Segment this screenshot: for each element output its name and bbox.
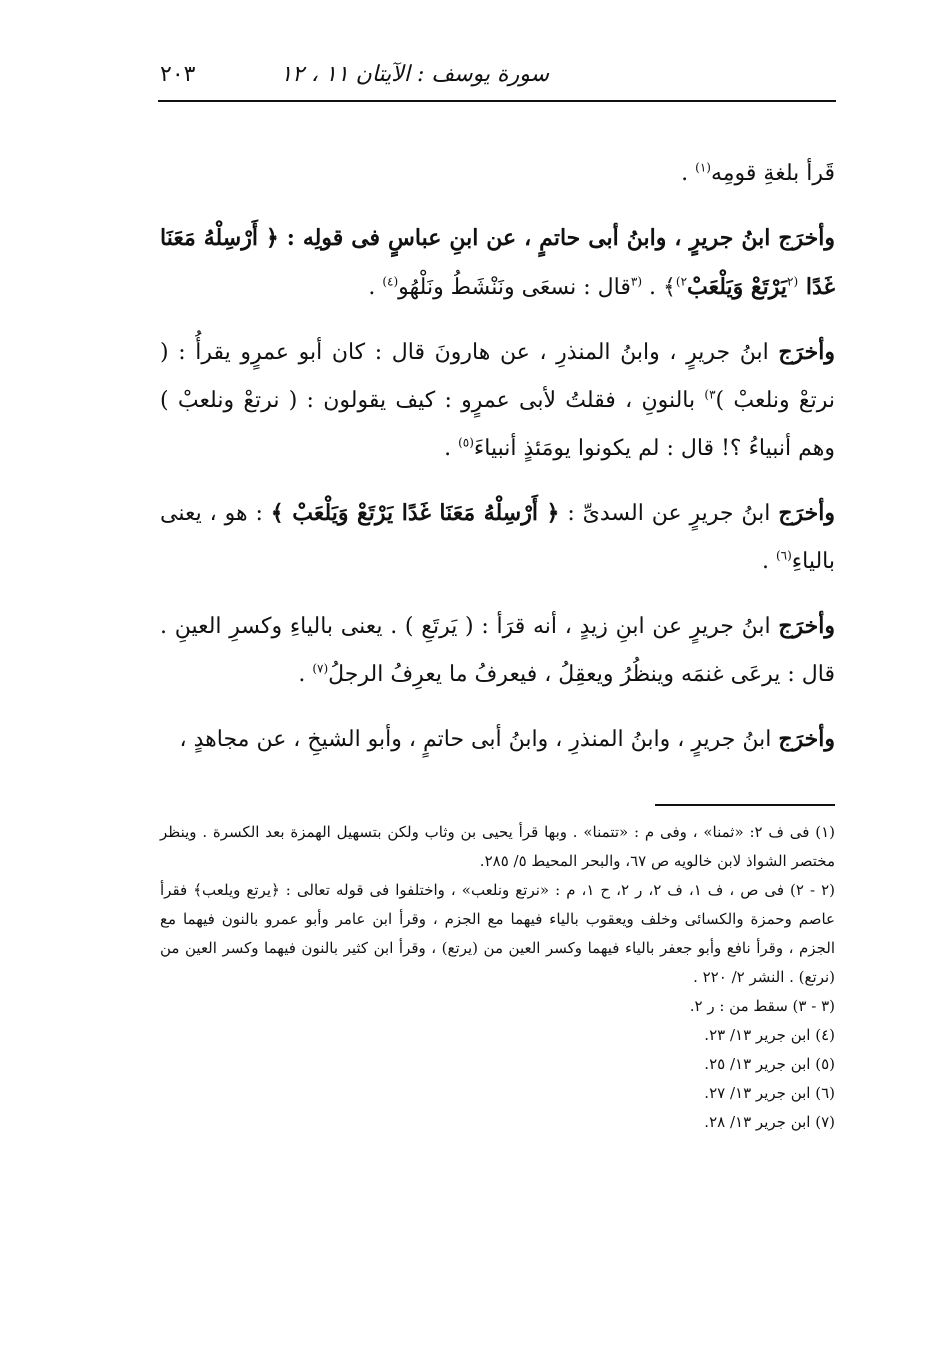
para-end: .	[368, 275, 383, 300]
footnote-ref: ٢)	[675, 274, 688, 289]
paragraph-1	[160, 150, 835, 198]
paragraph-2	[160, 214, 835, 312]
para-text: ابنُ جريرٍ ، وابنُ أبى حاتمٍ ، عن ابنِ عباسٍ فى قولِه : ﴿ أَرْسِلْهُ مَعَنَا غَدًا	[160, 225, 835, 300]
para-text: ابنُ جريرٍ عن ابنِ زيدٍ ، أنه قرَأ : ( يَرتَعِ ) . يعنى بالياءِ وكسرِ العينِ . قال : يرعَى غنمَه وينظُرُ ويعقِلُ ، فيعرفُ ما يعرِفُ الرجلُ	[160, 614, 835, 687]
footnote-4: (٤) ابن جرير ١٣/ ٢٣.	[704, 1026, 835, 1044]
footnote-ref: (٥)	[458, 435, 474, 450]
footnote-ref: (١)	[695, 160, 711, 175]
footnote-ref: (٧)	[312, 661, 329, 676]
footnote-ref: ٣)	[704, 387, 716, 402]
para-text: ابنُ جريرٍ ، وابنُ المنذرِ ، وابنُ أبى حاتمٍ ، وأبو الشيخِ ، عن مجاهدٍ ،	[179, 727, 779, 752]
main-text	[160, 150, 835, 780]
paragraph-lead: وأخرَج	[778, 339, 835, 365]
para-text: ابنُ جريرٍ عن السدىِّ :	[559, 501, 779, 526]
footnote-3: (٣ - ٣) سقط من : ر ٢.	[689, 997, 835, 1015]
paragraph-lead: وأخرَج	[778, 726, 835, 752]
footnote-2: (٢ - ٢) فى ص ، ف ١، ف ٢، ر ٢، ح ١، م : «نرتع ونلعب» ، واختلفوا فى قوله تعالى : ﴿يرتع ويلعب﴾ فقرأ عاصم وحمزة والكسائى وخلف ويعقوب بالياء فيهما مع الجزم ، وقرأ ابن عامر وأبو عمرو بالنون فيهما مع الجزم ، وقرأ نافع وأبو جعفر بالياء فيهما وكسر العين من (يرتع) ، وقرأ ابن كثير بالنون فيهما وكسر العين من (نرتع) . النشر ٢/ ٢٢٠ .	[160, 881, 836, 986]
page-number: ٢٠٣	[160, 62, 196, 87]
para-end: .	[761, 549, 776, 574]
para-after: ﴾ .	[642, 275, 676, 300]
paragraph-lead: وأخرَج	[778, 613, 836, 639]
header-rule	[158, 100, 836, 102]
footnote-ref: (٣	[630, 274, 643, 289]
footnote-ref: (٦)	[775, 548, 792, 563]
page-header	[160, 56, 779, 92]
footnote-rule	[655, 804, 835, 806]
quran-quote: يَرْتَعْ وَيَلْعَبْ	[687, 274, 788, 300]
footnote-5: (٥) ابن جرير ١٣/ ٢٥.	[704, 1055, 835, 1073]
para-end: .	[444, 436, 459, 461]
paragraph-lead: وأخرَج	[778, 225, 835, 251]
para-end: .	[298, 662, 313, 687]
para-text: ابنُ جريرٍ ، وابنُ المنذرِ ، عن هارونَ قال : كان أبو عمرٍو يقرأُ : ( نرتعْ ونلعبْ )	[160, 340, 835, 413]
footnote-7: (٧) ابن جرير ١٣/ ٢٨.	[704, 1113, 835, 1131]
para-tail: بالنونِ ، فقلتُ لأبى عمرٍو : كيف يقولون : ( نرتعْ ونلعبْ ) وهم أنبياءُ ؟! قال : لم يكونوا يومَئذٍ أنبياءَ	[160, 388, 835, 461]
paragraph-4	[160, 489, 835, 586]
paragraph-3	[160, 328, 835, 473]
footnote-ref: (٢	[787, 274, 799, 289]
footnote-ref: (٤)	[382, 274, 399, 289]
paragraph-6	[160, 715, 835, 764]
footnotes	[160, 818, 835, 1137]
quran-quote: ﴿ أَرْسِلْهُ مَعَنَا غَدًا يَرْتَعْ وَيَلْعَبْ ﴾	[270, 500, 560, 526]
running-title: سورة يوسف : الآيتان ١١ ، ١٢	[280, 62, 549, 87]
footnote-6: (٦) ابن جرير ١٣/ ٢٧.	[704, 1084, 835, 1102]
paragraph-5	[160, 602, 835, 699]
para-tail: .	[681, 161, 696, 186]
para-text: قَرأ بلغةِ قومِه	[710, 161, 835, 186]
paragraph-lead: وأخرَج	[778, 500, 835, 526]
footnote-1: (١) فى ف ٢: «ثمنا» ، وفى م : «تتمنا» . وبها قرأ يحيى بن وثاب ولكن بتسهيل الهمزة بعد الكسرة . وينظر مختصر الشواذ لابن خالويه ص ٦٧، والبحر المحيط ٥/ ٢٨٥.	[160, 823, 835, 870]
para-tail: : هو ، يعنى بالياءِ	[160, 501, 835, 574]
para-tail: قال : نسعَى ونَنْشَطُ ونَلْهُو	[398, 275, 631, 300]
